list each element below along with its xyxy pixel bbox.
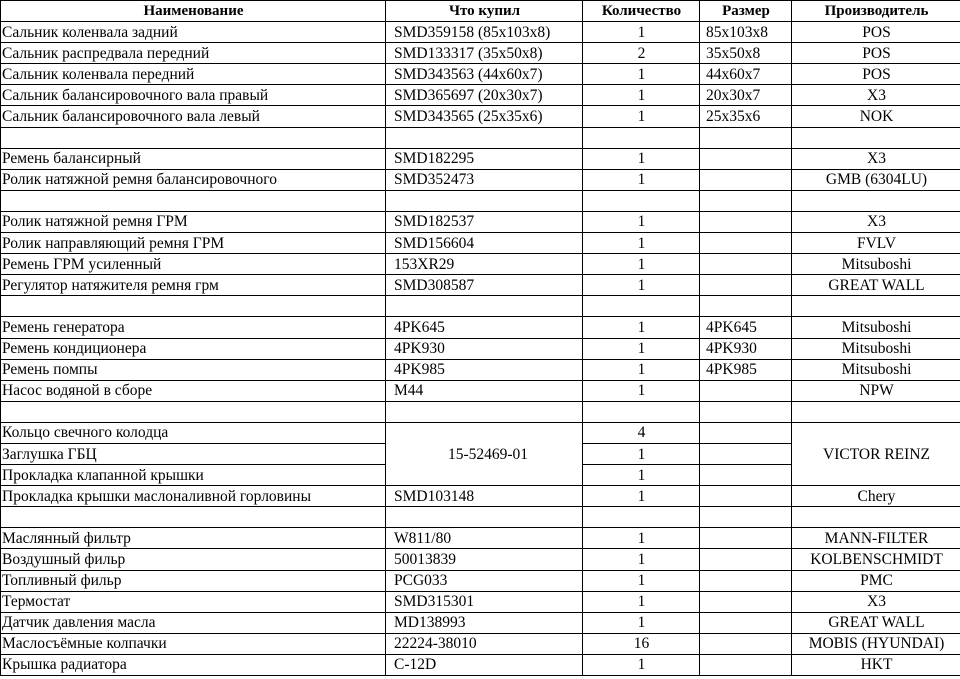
cell-name: Сальник распредвала передний <box>1 43 386 64</box>
cell-bought: SMD315301 <box>386 591 583 612</box>
table-row <box>1 380 960 401</box>
table-row <box>1 169 960 190</box>
cell-maker: Chery <box>792 486 960 507</box>
cell-size <box>700 633 792 654</box>
cell-size <box>700 465 792 486</box>
cell-name <box>1 190 386 211</box>
table-row <box>1 296 960 317</box>
cell-maker <box>792 190 960 211</box>
cell-size <box>700 570 792 591</box>
table-row <box>1 549 960 570</box>
table-row <box>1 233 960 254</box>
table-row <box>1 401 960 422</box>
cell-name: Ремень генератора <box>1 317 386 338</box>
cell-size <box>700 507 792 528</box>
cell-maker: NPW <box>792 380 960 401</box>
cell-bought: 22224-38010 <box>386 633 583 654</box>
cell-name: Сальник коленвала задний <box>1 22 386 43</box>
cell-name: Заглушка ГБЦ <box>1 443 386 464</box>
cell-name <box>1 296 386 317</box>
cell-bought <box>386 507 583 528</box>
cell-bought: SMD133317 (35x50x8) <box>386 43 583 64</box>
cell-qty <box>583 507 700 528</box>
cell-qty: 1 <box>583 570 700 591</box>
cell-maker <box>792 401 960 422</box>
cell-bought <box>386 127 583 148</box>
cell-name: Воздушный фильр <box>1 549 386 570</box>
cell-bought <box>386 296 583 317</box>
cell-name <box>1 127 386 148</box>
cell-bought: SMD182295 <box>386 148 583 169</box>
table-row <box>1 190 960 211</box>
cell-name: Ролик натяжной ремня ГРМ <box>1 211 386 232</box>
cell-name: Датчик давления масла <box>1 612 386 633</box>
cell-qty: 1 <box>583 275 700 296</box>
cell-name <box>1 507 386 528</box>
cell-qty <box>583 401 700 422</box>
cell-qty: 1 <box>583 148 700 169</box>
cell-size <box>700 211 792 232</box>
header-qty: Количество <box>583 1 700 22</box>
cell-qty: 1 <box>583 338 700 359</box>
header-row <box>1 1 960 22</box>
cell-qty: 1 <box>583 64 700 85</box>
cell-size: 25x35x6 <box>700 106 792 127</box>
table-row <box>1 85 960 106</box>
cell-bought: M44 <box>386 380 583 401</box>
cell-maker: X3 <box>792 148 960 169</box>
cell-name: Ремень ГРМ усиленный <box>1 254 386 275</box>
cell-bought-merged: 15-52469-01 <box>386 422 583 485</box>
cell-name: Насос водяной в сборе <box>1 380 386 401</box>
cell-qty: 1 <box>583 549 700 570</box>
cell-maker: Mitsuboshi <box>792 317 960 338</box>
cell-qty: 1 <box>583 443 700 464</box>
cell-name: Прокладка крышки маслоналивной горловины <box>1 486 386 507</box>
table-row <box>1 486 960 507</box>
cell-maker: HKT <box>792 654 960 675</box>
table-row <box>1 359 960 380</box>
cell-qty: 4 <box>583 422 700 443</box>
cell-name: Маслосъёмные колпачки <box>1 633 386 654</box>
cell-bought: MD138993 <box>386 612 583 633</box>
cell-size <box>700 422 792 443</box>
table-row <box>1 528 960 549</box>
cell-name: Крышка радиатора <box>1 654 386 675</box>
cell-bought: 153XR29 <box>386 254 583 275</box>
cell-qty: 1 <box>583 528 700 549</box>
cell-maker <box>792 127 960 148</box>
table-row <box>1 254 960 275</box>
cell-maker: MOBIS (HYUNDAI) <box>792 633 960 654</box>
cell-bought: 4PK930 <box>386 338 583 359</box>
cell-qty: 1 <box>583 233 700 254</box>
table-row <box>1 148 960 169</box>
cell-size <box>700 296 792 317</box>
cell-bought: SMD308587 <box>386 275 583 296</box>
cell-name: Прокладка клапанной крышки <box>1 465 386 486</box>
cell-qty: 1 <box>583 211 700 232</box>
cell-maker <box>792 296 960 317</box>
cell-bought <box>386 190 583 211</box>
cell-name: Ремень балансирный <box>1 148 386 169</box>
cell-bought: 4PK645 <box>386 317 583 338</box>
cell-maker: Mitsuboshi <box>792 254 960 275</box>
table-row <box>1 106 960 127</box>
cell-qty: 1 <box>583 106 700 127</box>
cell-size: 35x50x8 <box>700 43 792 64</box>
cell-name: Сальник коленвала передний <box>1 64 386 85</box>
cell-qty: 1 <box>583 317 700 338</box>
table-row <box>1 43 960 64</box>
cell-name: Маслянный фильтр <box>1 528 386 549</box>
cell-bought: SMD343563 (44x60x7) <box>386 64 583 85</box>
cell-maker: POS <box>792 64 960 85</box>
cell-size <box>700 275 792 296</box>
cell-size <box>700 380 792 401</box>
header-maker: Производитель <box>792 1 960 22</box>
cell-size: 44x60x7 <box>700 64 792 85</box>
cell-maker: FVLV <box>792 233 960 254</box>
cell-size: 4PK645 <box>700 317 792 338</box>
cell-name: Сальник балансировочного вала левый <box>1 106 386 127</box>
cell-size <box>700 254 792 275</box>
table-row <box>1 633 960 654</box>
table-body <box>1 22 960 676</box>
cell-qty: 2 <box>583 43 700 64</box>
cell-qty: 1 <box>583 612 700 633</box>
cell-maker: X3 <box>792 591 960 612</box>
table-row <box>1 612 960 633</box>
cell-name: Кольцо свечного колодца <box>1 422 386 443</box>
cell-maker: NOK <box>792 106 960 127</box>
table-row <box>1 591 960 612</box>
cell-qty: 16 <box>583 633 700 654</box>
table-row <box>1 22 960 43</box>
cell-maker: GREAT WALL <box>792 275 960 296</box>
table-row <box>1 211 960 232</box>
cell-size <box>700 401 792 422</box>
cell-size: 4PK930 <box>700 338 792 359</box>
cell-bought: SMD365697 (20x30x7) <box>386 85 583 106</box>
cell-size <box>700 443 792 464</box>
cell-size <box>700 591 792 612</box>
header-size: Размер <box>700 1 792 22</box>
cell-name: Сальник балансировочного вала правый <box>1 85 386 106</box>
cell-qty <box>583 190 700 211</box>
cell-name: Регулятор натяжителя ремня грм <box>1 275 386 296</box>
cell-size <box>700 190 792 211</box>
cell-name: Термостат <box>1 591 386 612</box>
cell-size: 85x103x8 <box>700 22 792 43</box>
cell-bought: W811/80 <box>386 528 583 549</box>
cell-bought <box>386 401 583 422</box>
cell-maker: POS <box>792 43 960 64</box>
table-row <box>1 127 960 148</box>
cell-qty: 1 <box>583 654 700 675</box>
cell-qty: 1 <box>583 359 700 380</box>
cell-qty: 1 <box>583 486 700 507</box>
cell-name <box>1 401 386 422</box>
table-row <box>1 338 960 359</box>
header-name: Наименование <box>1 1 386 22</box>
cell-qty: 1 <box>583 22 700 43</box>
cell-maker: X3 <box>792 85 960 106</box>
cell-bought: SMD359158 (85x103x8) <box>386 22 583 43</box>
cell-size <box>700 486 792 507</box>
table-row <box>1 275 960 296</box>
cell-qty <box>583 296 700 317</box>
table-row <box>1 654 960 675</box>
cell-bought: SMD182537 <box>386 211 583 232</box>
cell-size: 4PK985 <box>700 359 792 380</box>
cell-qty: 1 <box>583 254 700 275</box>
cell-size <box>700 528 792 549</box>
table-row <box>1 570 960 591</box>
cell-name: Топливный фильр <box>1 570 386 591</box>
cell-size <box>700 654 792 675</box>
cell-maker: KOLBENSCHMIDT <box>792 549 960 570</box>
cell-size: 20x30x7 <box>700 85 792 106</box>
cell-maker: GREAT WALL <box>792 612 960 633</box>
cell-size <box>700 233 792 254</box>
cell-size <box>700 127 792 148</box>
cell-bought: SMD352473 <box>386 169 583 190</box>
cell-maker-merged: VICTOR REINZ <box>792 422 960 485</box>
cell-qty: 1 <box>583 380 700 401</box>
cell-size <box>700 148 792 169</box>
cell-bought: C-12D <box>386 654 583 675</box>
cell-maker: POS <box>792 22 960 43</box>
cell-name: Ремень помпы <box>1 359 386 380</box>
cell-maker: MANN-FILTER <box>792 528 960 549</box>
cell-maker: Mitsuboshi <box>792 338 960 359</box>
cell-size <box>700 612 792 633</box>
header-bought: Что купил <box>386 1 583 22</box>
cell-bought: SMD343565 (25x35x6) <box>386 106 583 127</box>
cell-name: Ролик натяжной ремня балансировочного <box>1 169 386 190</box>
cell-maker: Mitsuboshi <box>792 359 960 380</box>
cell-maker <box>792 507 960 528</box>
table-row <box>1 64 960 85</box>
cell-qty: 1 <box>583 465 700 486</box>
cell-name: Ролик направляющий ремня ГРМ <box>1 233 386 254</box>
table-row <box>1 422 960 443</box>
cell-qty: 1 <box>583 169 700 190</box>
table-row <box>1 507 960 528</box>
cell-qty: 1 <box>583 591 700 612</box>
cell-maker: X3 <box>792 211 960 232</box>
cell-bought: SMD103148 <box>386 486 583 507</box>
cell-size <box>700 169 792 190</box>
cell-qty: 1 <box>583 85 700 106</box>
cell-bought: 50013839 <box>386 549 583 570</box>
cell-bought: PCG033 <box>386 570 583 591</box>
cell-maker: GMB (6304LU) <box>792 169 960 190</box>
cell-qty <box>583 127 700 148</box>
cell-name: Ремень кондиционера <box>1 338 386 359</box>
table-row <box>1 317 960 338</box>
cell-bought: SMD156604 <box>386 233 583 254</box>
cell-maker: PMC <box>792 570 960 591</box>
cell-size <box>700 549 792 570</box>
cell-bought: 4PK985 <box>386 359 583 380</box>
